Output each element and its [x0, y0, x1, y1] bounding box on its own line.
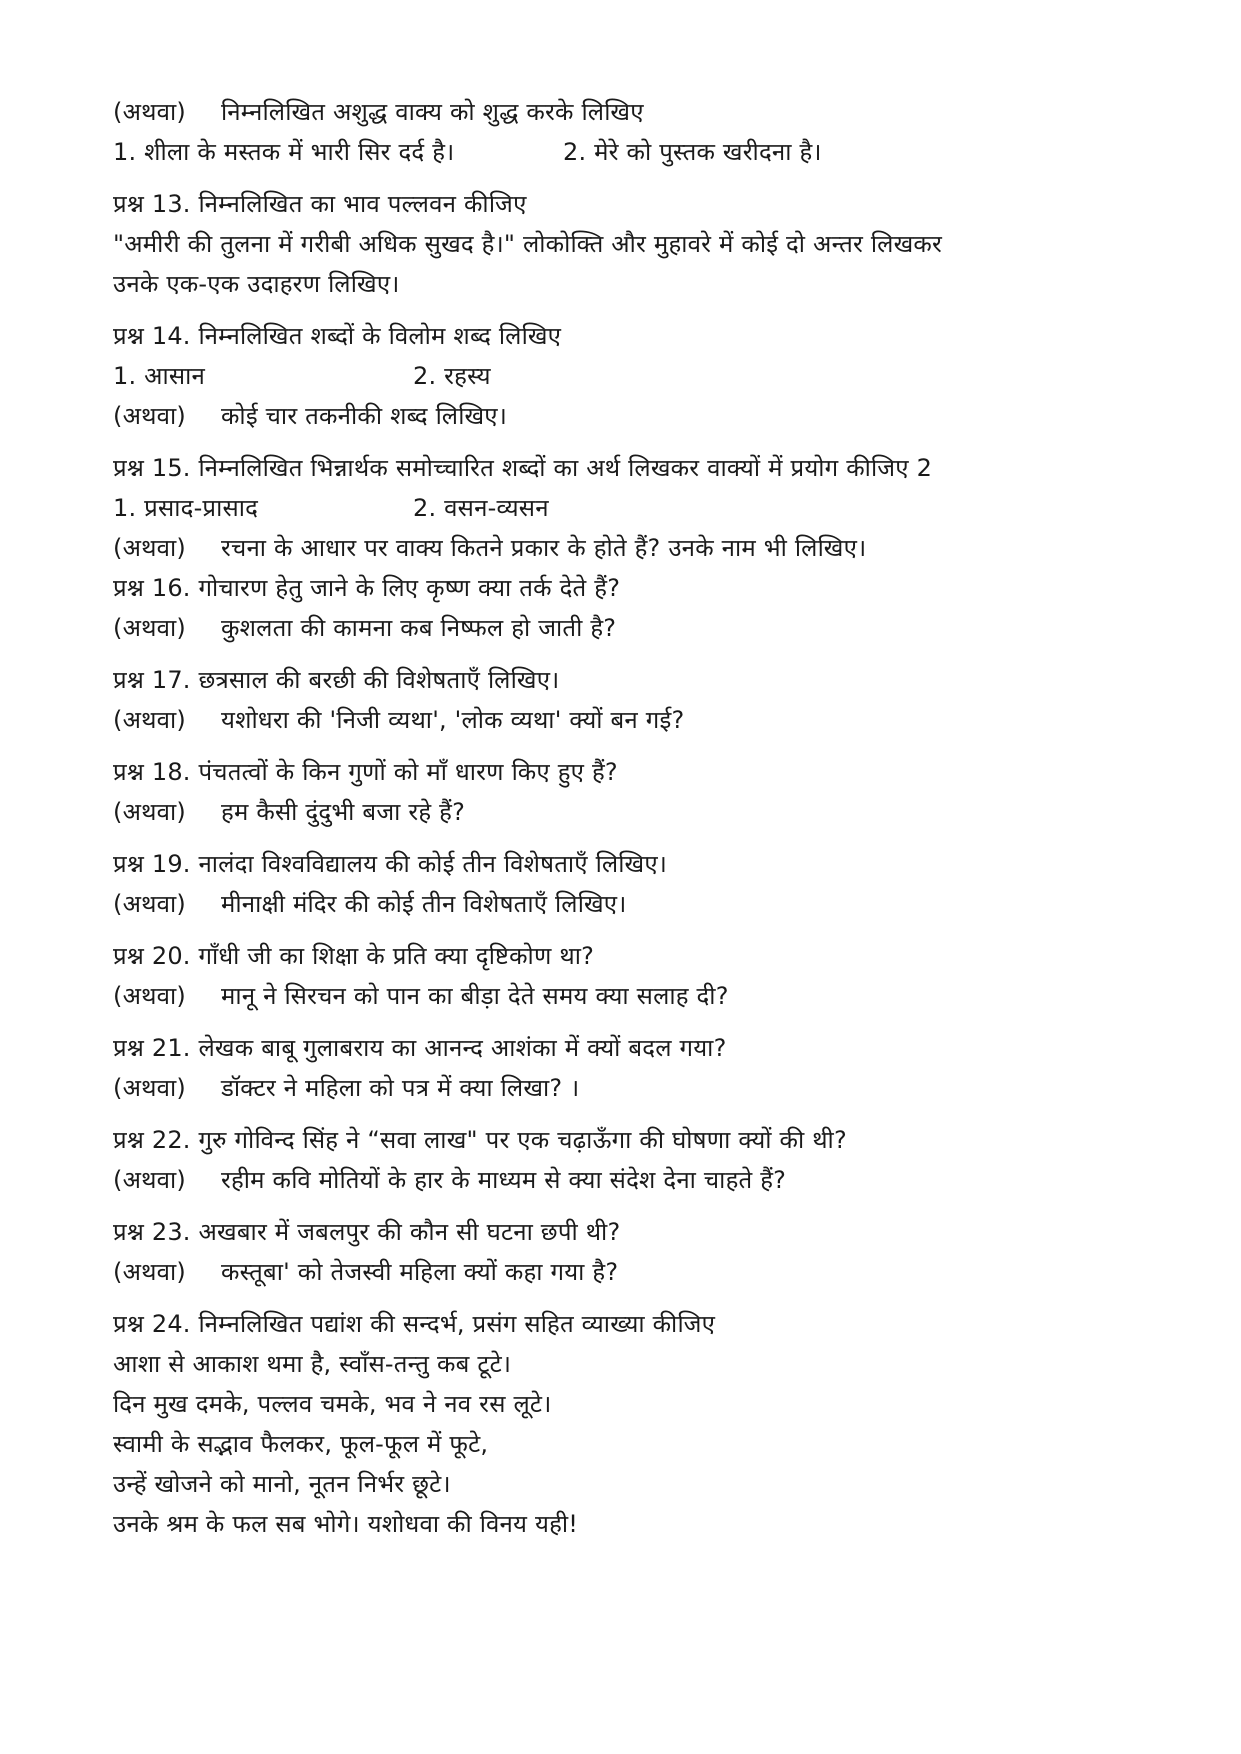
line-text: प्रश्न 20. गाँधी जी का शिक्षा के प्रति क्या दृष्टिकोण था? — [113, 942, 595, 970]
block-gap — [113, 1292, 1173, 1304]
question-line — [113, 1464, 1173, 1504]
alternate-question — [113, 1068, 1173, 1108]
line-text: प्रश्न 13. निम्नलिखित का भाव पल्लवन कीजिए — [113, 190, 527, 218]
line-text: डॉक्टर ने महिला को पत्र में क्या लिखा? । — [221, 1074, 580, 1102]
question-line — [113, 660, 1173, 700]
question-line — [113, 448, 1173, 488]
block-gap — [113, 648, 1173, 660]
question-line — [113, 844, 1173, 884]
line-text: प्रश्न 14. निम्नलिखित शब्दों के विलोम शब्द लिखिए — [113, 322, 562, 350]
alternate-label: (अथवा) — [113, 890, 186, 918]
question-block — [113, 316, 1173, 436]
document-page — [113, 92, 1173, 1544]
line-text: प्रश्न 16. गोचारण हेतु जाने के लिए कृष्ण क्या तर्क देते हैं? — [113, 574, 621, 602]
question-block — [113, 1120, 1173, 1200]
question-line — [113, 184, 1173, 224]
line-text: प्रश्न 22. गुरु गोविन्द सिंह ने “सवा लाख" पर एक चढ़ाऊँगा की घोषणा क्यों की थी? — [113, 1126, 847, 1154]
question-block — [113, 1304, 1173, 1544]
alternate-question — [113, 884, 1173, 924]
question-block — [113, 1028, 1173, 1108]
option-pair — [113, 132, 1173, 172]
line-text: "अमीरी की तुलना में गरीबी अधिक सुखद है।" लोकोक्ति और मुहावरे में कोई दो अन्तर लिखकर — [113, 230, 943, 258]
alternate-question — [113, 528, 1173, 568]
line-text: प्रश्न 24. निम्नलिखित पद्यांश की सन्दर्भ, प्रसंग सहित व्याख्या कीजिए — [113, 1310, 716, 1338]
line-text: मानू ने सिरचन को पान का बीड़ा देते समय क्या सलाह दी? — [221, 982, 729, 1010]
line-text: प्रश्न 17. छत्रसाल की बरछी की विशेषताएँ लिखिए। — [113, 666, 560, 694]
question-block — [113, 1212, 1173, 1292]
option-pair — [113, 488, 1173, 528]
alternate-question — [113, 700, 1173, 740]
block-gap — [113, 1108, 1173, 1120]
alternate-question — [113, 1252, 1173, 1292]
question-line — [113, 1304, 1173, 1344]
block-gap — [113, 436, 1173, 448]
alternate-label: (अथवा) — [113, 1166, 186, 1194]
line-text: यशोधरा की 'निजी व्यथा', 'लोक व्यथा' क्यों बन गई? — [221, 706, 685, 734]
line-text: कस्तूबा' को तेजस्वी महिला क्यों कहा गया है? — [221, 1258, 619, 1286]
alternate-label: (अथवा) — [113, 98, 186, 126]
question-line — [113, 1212, 1173, 1252]
option-item: 2. मेरे को पुस्तक खरीदना है। — [563, 138, 822, 166]
question-block — [113, 448, 1173, 648]
question-block — [113, 752, 1173, 832]
option-item: 2. वसन-व्यसन — [413, 494, 549, 522]
question-line — [113, 224, 1173, 264]
question-line — [113, 1384, 1173, 1424]
alternate-label: (अथवा) — [113, 798, 186, 826]
line-text: स्वामी के सद्भाव फैलकर, फूल-फूल में फूटे, — [113, 1430, 489, 1458]
question-line — [113, 752, 1173, 792]
line-text: प्रश्न 21. लेखक बाबू गुलाबराय का आनन्द आशंका में क्यों बदल गया? — [113, 1034, 727, 1062]
alternate-question — [113, 396, 1173, 436]
line-text: हम कैसी दुंदुभी बजा रहे हैं? — [221, 798, 466, 826]
alternate-question — [113, 608, 1173, 648]
question-line — [113, 316, 1173, 356]
question-block — [113, 936, 1173, 1016]
line-text: रहीम कवि मोतियों के हार के माध्यम से क्या संदेश देना चाहते हैं? — [221, 1166, 787, 1194]
alternate-label: (अथवा) — [113, 534, 186, 562]
alternate-question — [113, 92, 1173, 132]
alternate-label: (अथवा) — [113, 402, 186, 430]
question-block — [113, 184, 1173, 304]
question-line — [113, 1028, 1173, 1068]
option-item: 1. शीला के मस्तक में भारी सिर दर्द है। — [113, 138, 455, 166]
alternate-label: (अथवा) — [113, 982, 186, 1010]
question-line — [113, 568, 1173, 608]
question-line — [113, 936, 1173, 976]
question-line — [113, 1424, 1173, 1464]
question-line — [113, 1120, 1173, 1160]
alternate-question — [113, 1160, 1173, 1200]
option-item: 1. आसान — [113, 362, 206, 390]
option-item: 1. प्रसाद-प्रासाद — [113, 494, 259, 522]
line-text: मीनाक्षी मंदिर की कोई तीन विशेषताएँ लिखिए। — [221, 890, 627, 918]
block-gap — [113, 1016, 1173, 1028]
alternate-label: (अथवा) — [113, 614, 186, 642]
question-block — [113, 844, 1173, 924]
question-line — [113, 1344, 1173, 1384]
question-block — [113, 660, 1173, 740]
alternate-label: (अथवा) — [113, 1258, 186, 1286]
line-text: आशा से आकाश थमा है, स्वाँस-तन्तु कब टूटे। — [113, 1350, 512, 1378]
block-gap — [113, 1200, 1173, 1212]
line-text: प्रश्न 23. अखबार में जबलपुर की कौन सी घटना छपी थी? — [113, 1218, 621, 1246]
line-text: प्रश्न 19. नालंदा विश्वविद्यालय की कोई तीन विशेषताएँ लिखिए। — [113, 850, 668, 878]
line-text: उनके एक-एक उदाहरण लिखिए। — [113, 270, 400, 298]
block-gap — [113, 924, 1173, 936]
option-item: 2. रहस्य — [413, 362, 491, 390]
block-gap — [113, 172, 1173, 184]
alternate-label: (अथवा) — [113, 1074, 186, 1102]
question-block — [113, 92, 1173, 172]
line-text: उनके श्रम के फल सब भोगे। यशोधवा की विनय यही! — [113, 1510, 579, 1538]
line-text: दिन मुख दमके, पल्लव चमके, भव ने नव रस लूटे। — [113, 1390, 552, 1418]
block-gap — [113, 740, 1173, 752]
alternate-label: (अथवा) — [113, 706, 186, 734]
block-gap — [113, 832, 1173, 844]
line-text: कुशलता की कामना कब निष्फल हो जाती है? — [221, 614, 617, 642]
question-line — [113, 1504, 1173, 1544]
block-gap — [113, 304, 1173, 316]
alternate-question — [113, 792, 1173, 832]
line-text: रचना के आधार पर वाक्य कितने प्रकार के होते हैं? उनके नाम भी लिखिए। — [221, 534, 867, 562]
alternate-question — [113, 976, 1173, 1016]
line-text: प्रश्न 18. पंचतत्वों के किन गुणों को माँ धारण किए हुए हैं? — [113, 758, 618, 786]
line-text: कोई चार तकनीकी शब्द लिखिए। — [221, 402, 508, 430]
option-pair — [113, 356, 1173, 396]
line-text: उन्हें खोजने को मानो, नूतन निर्भर छूटे। — [113, 1470, 451, 1498]
question-line — [113, 264, 1173, 304]
line-text: निम्नलिखित अशुद्ध वाक्य को शुद्ध करके लिखिए — [221, 98, 644, 126]
line-text: प्रश्न 15. निम्नलिखित भिन्नार्थक समोच्चारित शब्दों का अर्थ लिखकर वाक्यों में प्रयोग कीजिए 2 — [113, 454, 933, 482]
